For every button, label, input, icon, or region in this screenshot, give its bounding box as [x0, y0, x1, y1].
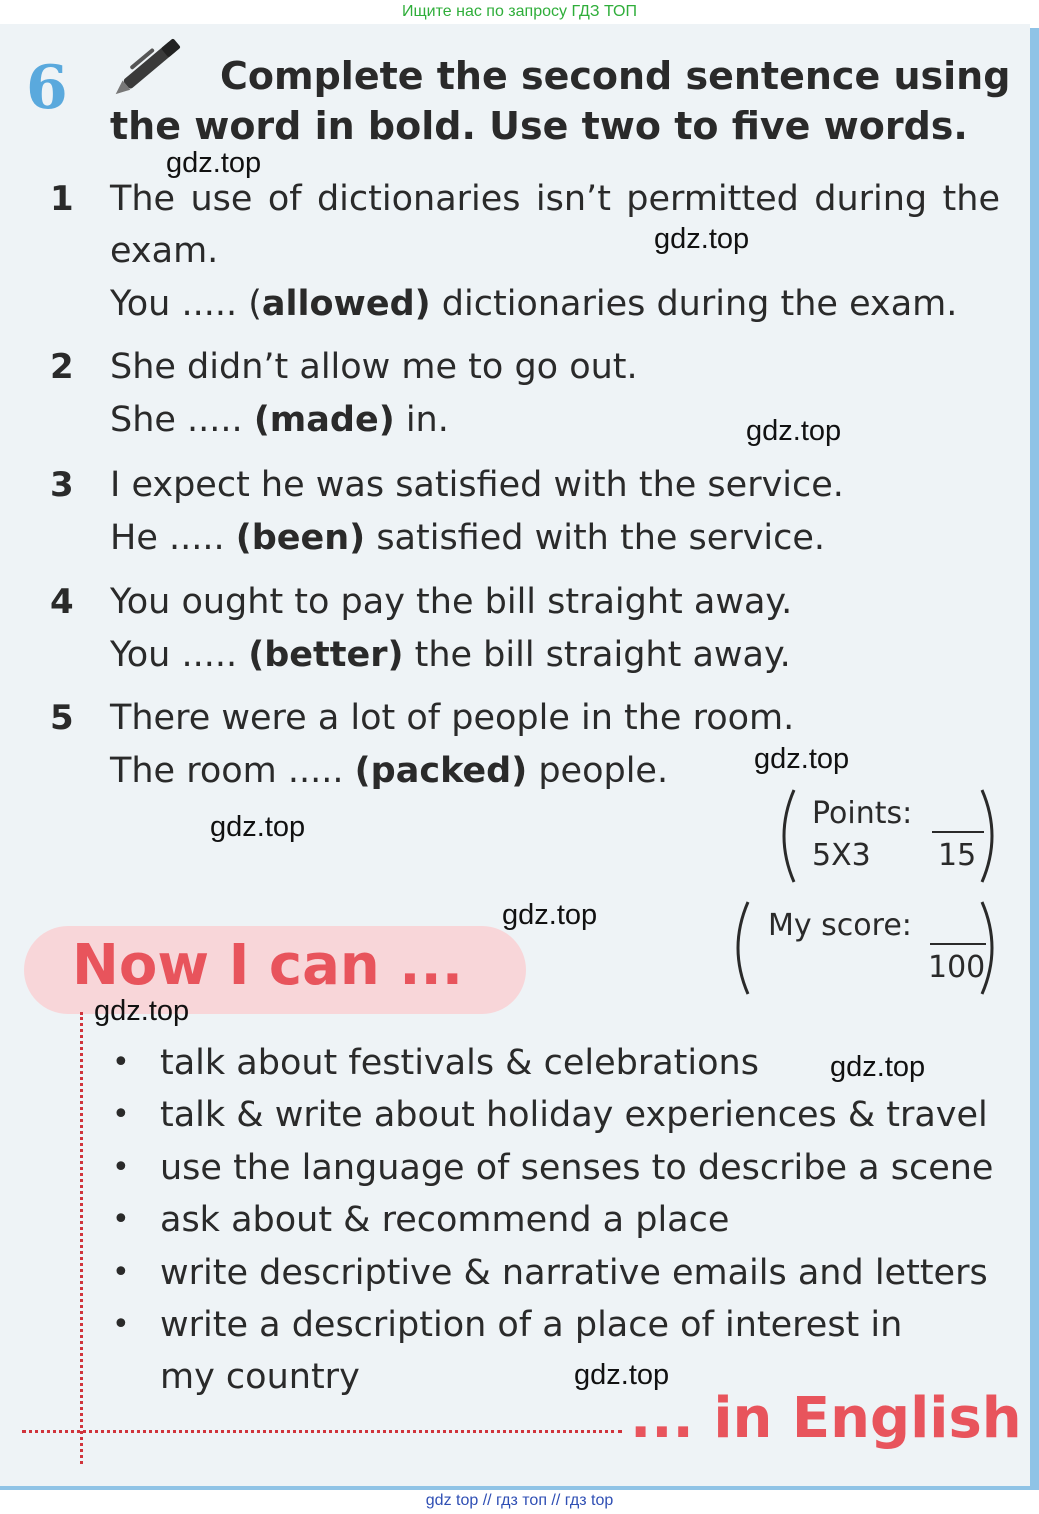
top-banner[interactable]: Ищите нас по запросу ГДЗ ТОП [402, 3, 637, 20]
keyword: (packed) [354, 751, 528, 791]
keyword: (better) [248, 635, 404, 675]
item-sentence: I expect he was satisfied with the service. [110, 465, 844, 505]
watermark: gdz.top [574, 1359, 670, 1391]
item-rewrite [110, 630, 791, 680]
rewrite-start: You ..... ( [110, 284, 262, 324]
watermark: gdz.top [654, 223, 750, 255]
item-sentence: You ought to pay the bill straight away. [110, 582, 793, 622]
watermark: gdz.top [94, 995, 190, 1027]
item-sentence: There were a lot of people in the room. [110, 698, 795, 738]
score-label: My score: [768, 908, 912, 943]
bottom-banner[interactable]: gdz top // гдз топ // гдз top [425, 1492, 614, 1509]
rewrite-end: in. [394, 400, 449, 440]
pen-icon [112, 26, 196, 98]
now-i-can-title: Now I can ... [72, 933, 464, 998]
dotted-horizontal-rule [22, 1430, 622, 1433]
bullet-icon: • [112, 1255, 130, 1290]
rewrite-end: dictionaries during the exam. [430, 284, 958, 324]
can-item: write descriptive & narrative emails and letters [160, 1253, 988, 1293]
rewrite-start: The room ..... [110, 751, 355, 791]
item-number: 2 [50, 347, 74, 387]
can-item-cont: my country [160, 1357, 360, 1397]
points-formula: 5X3 [812, 838, 871, 873]
item-number: 5 [50, 698, 74, 738]
item-sentence: The use of dictionaries isn’t permitted during the [110, 179, 1000, 219]
item-rewrite [110, 746, 668, 796]
watermark: gdz.top [754, 743, 850, 775]
bullet-icon: • [112, 1202, 130, 1237]
watermark: gdz.top [502, 899, 598, 931]
rewrite-start: He ..... [110, 518, 236, 558]
points-box [776, 786, 1000, 886]
can-item: talk about festivals & celebrations [160, 1043, 759, 1083]
page-edge-strip [1030, 28, 1039, 1486]
rewrite-start: She ..... [110, 400, 254, 440]
keyword: allowed) [261, 284, 431, 324]
watermark: gdz.top [166, 147, 262, 179]
watermark: gdz.top [210, 811, 306, 843]
keyword: (made) [253, 400, 395, 440]
instruction-line-1: Complete the second sentence using [220, 54, 1011, 98]
rewrite-end: satisfied with the service. [365, 518, 826, 558]
score-total: 100 [928, 950, 986, 985]
instruction-line-2: the word in bold. Use two to five words. [110, 104, 968, 148]
watermark: gdz.top [746, 415, 842, 447]
rewrite-end: the bill straight away. [403, 635, 791, 675]
item-rewrite [110, 513, 825, 563]
bullet-icon: • [112, 1097, 130, 1132]
points-value: 15 [938, 838, 977, 873]
can-item: write a description of a place of interest in [160, 1305, 903, 1345]
exercise-number: 6 [26, 53, 68, 123]
bullet-icon: • [112, 1150, 130, 1185]
rewrite-end: people. [527, 751, 669, 791]
item-number: 4 [50, 582, 74, 622]
can-item: ask about & recommend a place [160, 1200, 730, 1240]
can-item: talk & write about holiday experiences & travel [160, 1095, 988, 1135]
item-number: 3 [50, 465, 74, 505]
item-rewrite [110, 279, 957, 329]
item-sentence: She didn’t allow me to go out. [110, 347, 638, 387]
bullet-icon: • [112, 1045, 130, 1080]
points-label: Points: [812, 796, 913, 831]
score-box [730, 898, 1000, 998]
can-item: use the language of senses to describe a scene [160, 1148, 994, 1188]
dotted-vertical-rule [80, 1012, 83, 1464]
bullet-icon: • [112, 1307, 130, 1342]
watermark: gdz.top [830, 1051, 926, 1083]
item-sentence-cont: exam. [110, 231, 219, 271]
item-rewrite [110, 395, 449, 445]
rewrite-start: You ..... [110, 635, 249, 675]
item-number: 1 [50, 179, 74, 219]
in-english-footer: ... in English [630, 1386, 1022, 1451]
keyword: (been) [235, 518, 366, 558]
